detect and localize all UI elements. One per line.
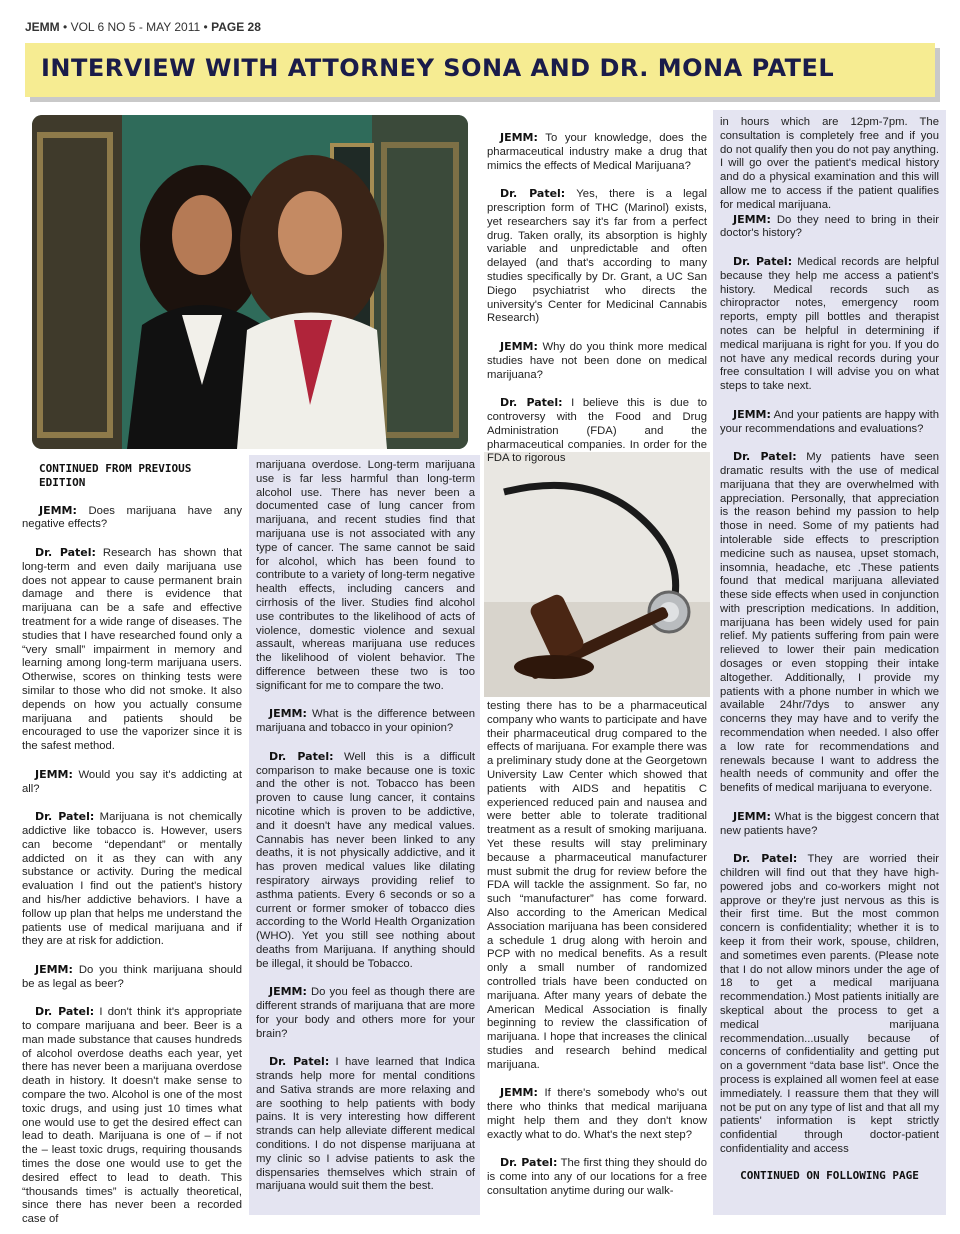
question	[720, 213, 939, 242]
answer	[487, 1156, 707, 1198]
speaker-label: Dr. Patel:	[733, 254, 793, 268]
page-number: PAGE 28	[211, 20, 261, 34]
speaker-label: JEMM:	[35, 767, 73, 781]
column-right1-bottom	[487, 700, 707, 1199]
answer	[720, 255, 939, 394]
paragraph-text: Would you say it's addicting at all?	[22, 768, 242, 795]
answer-continued	[487, 700, 707, 1073]
answer	[256, 1055, 475, 1194]
question	[22, 504, 242, 533]
brand-name: JEMM	[25, 20, 60, 34]
answer	[720, 450, 939, 796]
question	[487, 340, 707, 382]
paragraph-text: My patients have seen dramatic results with the use of medical marijuana that they are overwhelmed with appreciation. Personally, that appreciation is the reason behind my passion to help those in need. Some of my patients had intolerable side effects to prescription medicine such as nausea, upset stomach, insomnia, headache, etc .These patients found that medical marijuana alleviated these side effects when used in conjunction with prescription medications. In addition, marijuana has been widely used for pain relief. My patients suffering from pain were relieved to lower their pain medication dosages or even stopping their intake altogether. Additionally, I provide my patients with a phone number in which we available 24hr/7dys to answer any concerns they may have and to verify the recommendation when needed. I also offer a low rate for recommendations and renewals because I want to address the health needs of community and offer the benefits of medical marijuana to everyone.	[720, 451, 939, 795]
continued-footer: CONTINUED ON FOLLOWING PAGE	[740, 1168, 919, 1182]
paragraph-text: And your patients are happy with your recommendations and evaluations?	[720, 408, 939, 435]
paragraph-text: Do you think marijuana should be as legal as beer?	[22, 963, 242, 990]
continued-kicker: CONTINUED FROM PREVIOUS EDITION	[39, 462, 192, 489]
speaker-label: JEMM:	[269, 985, 307, 999]
speaker-label: Dr. Patel:	[35, 810, 95, 824]
column-right1-top	[487, 131, 707, 466]
answer	[487, 396, 707, 466]
paragraph-text: Yes, there is a legal prescription form of THC (Marinol) exists, yet researchers say it's far from a perfect drug. Taken orally, its absorption is highly variable and unpredictable and often delayed (and that's according to many studies specifically by Dr. Grant, a UC San Diego psychiatrist who directs the university's Center for Medicinal Cannabis Research)	[487, 188, 707, 325]
question	[720, 810, 939, 839]
paragraph-text: Medical records are helpful because they help me access a patient's history. Medical records such as chiropractor notes, emergency room reports, empty pill bottles and therapist notes can be helpful in determining if medical marijuana is right for you. If you do not have any medical records during your free consultation I will advise you on what steps to take next.	[720, 255, 939, 393]
speaker-label: Dr. Patel:	[269, 749, 334, 763]
gavel-stethoscope-photo	[484, 452, 710, 697]
speaker-label: Dr. Patel:	[733, 852, 798, 866]
answer	[256, 750, 475, 972]
speaker-label: Dr. Patel:	[269, 1055, 330, 1069]
paragraph-text: I believe this is due to controversy with the Food and Drug Administration (FDA) and the pharmaceutical companies. In order for the FDA to rigorous	[487, 397, 708, 465]
paragraph-text: Marijuana is not chemically addictive like tobacco is. However, users can become “dependant” or mentally addicted on it as they can with any substance or activity. During the medical evaluation I find out the patient's history and his/her addictive behaviors. I have a follow up plan that helps me understand the patients use of medical marijuana and if they are at risk for addiction.	[22, 811, 242, 948]
issue-info: VOL 6 NO 5 - MAY 2011	[70, 20, 201, 34]
speaker-label: JEMM:	[39, 503, 77, 517]
question	[720, 408, 939, 437]
answer	[487, 187, 707, 326]
answer	[22, 546, 242, 754]
paragraph-text: in hours which are 12pm-7pm. The consultation is completely free and if you do not qualify then you do not pay anything. I will go over the patient's medical history and do a physical examination and this will allow me to access if the patient qualifies for medical marijuana.	[720, 116, 939, 211]
answer-continued	[720, 116, 939, 213]
paragraph-text: marijuana overdose. Long-term marijuana use is far less harmful than long-term alcohol use. There has never been a documented case of lung cancer from marijuana, and recent studies find that marijuana use is not associated with any type of cancer. The same cannot be said for alcohol, which has been found to contribute to a variety of long-term negative health effects, including cancers and cirrhosis of the liver. Studies find alcohol use contributes to the likelihood of acts of violence, domestic violence and sexual assault, whereas marijuana use reduces the likelihood of violent behavior. The difference between these two is too significant for me to compare the two.	[256, 459, 475, 692]
speaker-label: Dr. Patel:	[500, 396, 563, 410]
speaker-label: JEMM:	[733, 407, 771, 421]
paragraph-text: The first thing they should do is come into any of our locations for a free consultation anytime during our walk-	[487, 1157, 708, 1197]
column-left	[22, 462, 242, 1234]
column-right2	[713, 110, 946, 1215]
question	[22, 768, 242, 797]
bullet-separator: •	[63, 20, 71, 34]
paragraph-text: I don't think it's appropriate to compare marijuana and beer. Beer is a man made substance that causes hundreds of alcohol overdose deaths each year, yet there has never been a marijuana overdose death in history. It doesn't make sense to compare the two. Alcohol is one of the most toxic drugs, and using just 10 times what one would use to get the desired effect can lead to death. Marijuana is one of – if not the – least toxic drugs, requiring thousands times the dose one would use to get the desired effect to lead to death. This “thousands times” is actually theoretical, since there has never been a recorded case of	[22, 1006, 242, 1226]
column-middle	[249, 455, 480, 1215]
speaker-label: JEMM:	[269, 707, 307, 721]
paragraph-text: They are worried their children will find out that they have high-powered jobs and co-workers might not approve or they're just nervous as this is their first time. But the most common concern is confidentiality; whether it is to keep it from their work, spouse, children, and sometimes even parents. (Please note that I do not allow minors under the age of 18 to get a medical marijuana recommendation.) Most patients initially are skeptical about the process to get a medical marijuana recommendation...usually because of concerns of confidentiality and getting put on a government “data base list”. Once the process is explained all women feel at ease immediately. I reassure them that they will not be put on any type of list and that all my patients' information is kept strictly confidential through doctor-patient confidentiality and access	[720, 853, 939, 1155]
question	[487, 131, 707, 173]
answer-continued	[256, 459, 475, 694]
speaker-label: JEMM:	[500, 339, 538, 353]
answer	[22, 810, 242, 949]
paragraph-text: What is the biggest concern that new patients have?	[720, 810, 939, 837]
speaker-label: JEMM:	[35, 962, 73, 976]
paragraph-text: Research has shown that long-term and even daily marijuana use does not appear to cause permanent brain damage and there is evidence that marijuana can be a safe and effective treatment for a wide range of diseases. The studies that I have researched found only a “very small” impairment in memory and learning among long-term marijuana users. Otherwise, scores on thinking tests were similar to those who did not smoke. It also depends on how you actually consume marijuana and patients should be encouraged to use the vaporizer since it is the safest method.	[22, 546, 242, 753]
question	[256, 707, 475, 736]
title-banner	[25, 43, 935, 97]
speaker-label: JEMM:	[733, 212, 771, 226]
paragraph-text: I have learned that Indica strands help more for mental conditions and Sativa strands are more relaxing and are soothing to help patients with body pains. It is very interesting how different strands can help alleviate different medical conditions. I do not dispense marijuana at my clinic so I advise patients to ask the dispensaries themselves which strain of marijuana would suit them the best.	[256, 1056, 475, 1193]
bullet-separator: •	[203, 20, 212, 34]
paragraph-text: What is the difference between marijuana and tobacco in your opinion?	[256, 708, 475, 735]
paragraph-text: Does marijuana have any negative effects?	[22, 504, 242, 531]
paragraph-text: Do you feel as though there are different strands of marijuana that are more for your body and others more for your brain?	[256, 986, 475, 1040]
portrait-photo	[32, 115, 468, 449]
answer	[720, 852, 939, 1157]
question	[22, 963, 242, 992]
paragraph-text: testing there has to be a pharmaceutical company who wants to participate and have their pharmaceutical drug compared to the effects of marijuana. For example there was a preliminary study done at the Georgetown University Law Center which showed that patients with AIDS and hepatitis C experienced reduced pain and nausea and were better able to tolerate traditional treatment as a result of smoking marijuana. Yet these results will stay preliminary because a pharmaceutical manufacturer must submit the drug for review before the FDA will tackle the assignment. So far, no such “manufacturer” has come forward. Also according to the American Medical Association marijuana has been considered a schedule 1 drug along with heroin and PCP with no medical benefits. As a result only a small number of randomized controlled trials have been conducted on marijuana. After many years of debate the American Medical Association is finally beginning to review the classification of marijuana. I hope that increases the clinical studies and research behind medical marijuana.	[487, 700, 707, 1071]
question	[256, 985, 475, 1041]
page-title: INTERVIEW WITH ATTORNEY SONA AND DR. MONA PATEL	[41, 54, 835, 82]
paragraph-text: Do they need to bring in their doctor's history?	[720, 213, 939, 240]
speaker-label: Dr. Patel:	[35, 545, 96, 559]
paragraph-text: If there's somebody who's out there who thinks that medical marijuana might help them and they don't know exactly what to do. What's the next step?	[487, 1087, 707, 1141]
speaker-label: JEMM:	[733, 809, 771, 823]
speaker-label: JEMM:	[500, 1086, 538, 1100]
speaker-label: Dr. Patel:	[35, 1005, 95, 1019]
speaker-label: Dr. Patel:	[500, 187, 566, 201]
issue-header	[25, 20, 261, 34]
speaker-label: Dr. Patel:	[500, 1156, 558, 1170]
paragraph-text: Well this is a difficult comparison to make because one is toxic and the other is not. Tobacco has been proven to cause lung cancer, it contains nicotine which is proven to be addictive, and it doesn't have any medical values. Cannabis has never been linked to any deaths, it is not physically addictive, and it has proven medical values like dilating respiratory airways providing relief to asthma patients. Every 6 seconds or so a current or former smoker of tobacco dies according to the World Health Organization (WHO). Yet you still see nothing about deaths from Marijuana. If anything should be illegal, it should be Tobacco.	[256, 750, 476, 970]
speaker-label: Dr. Patel:	[733, 450, 797, 464]
paragraph-text: Why do you think more medical studies have not been done on medical marijuana?	[487, 340, 707, 381]
speaker-label: JEMM:	[500, 131, 538, 144]
paragraph-text: To your knowledge, does the pharmaceutical industry make a drug that mimics the effects of Medical Marijuana?	[487, 132, 707, 172]
question	[487, 1086, 707, 1142]
answer	[22, 1005, 242, 1227]
